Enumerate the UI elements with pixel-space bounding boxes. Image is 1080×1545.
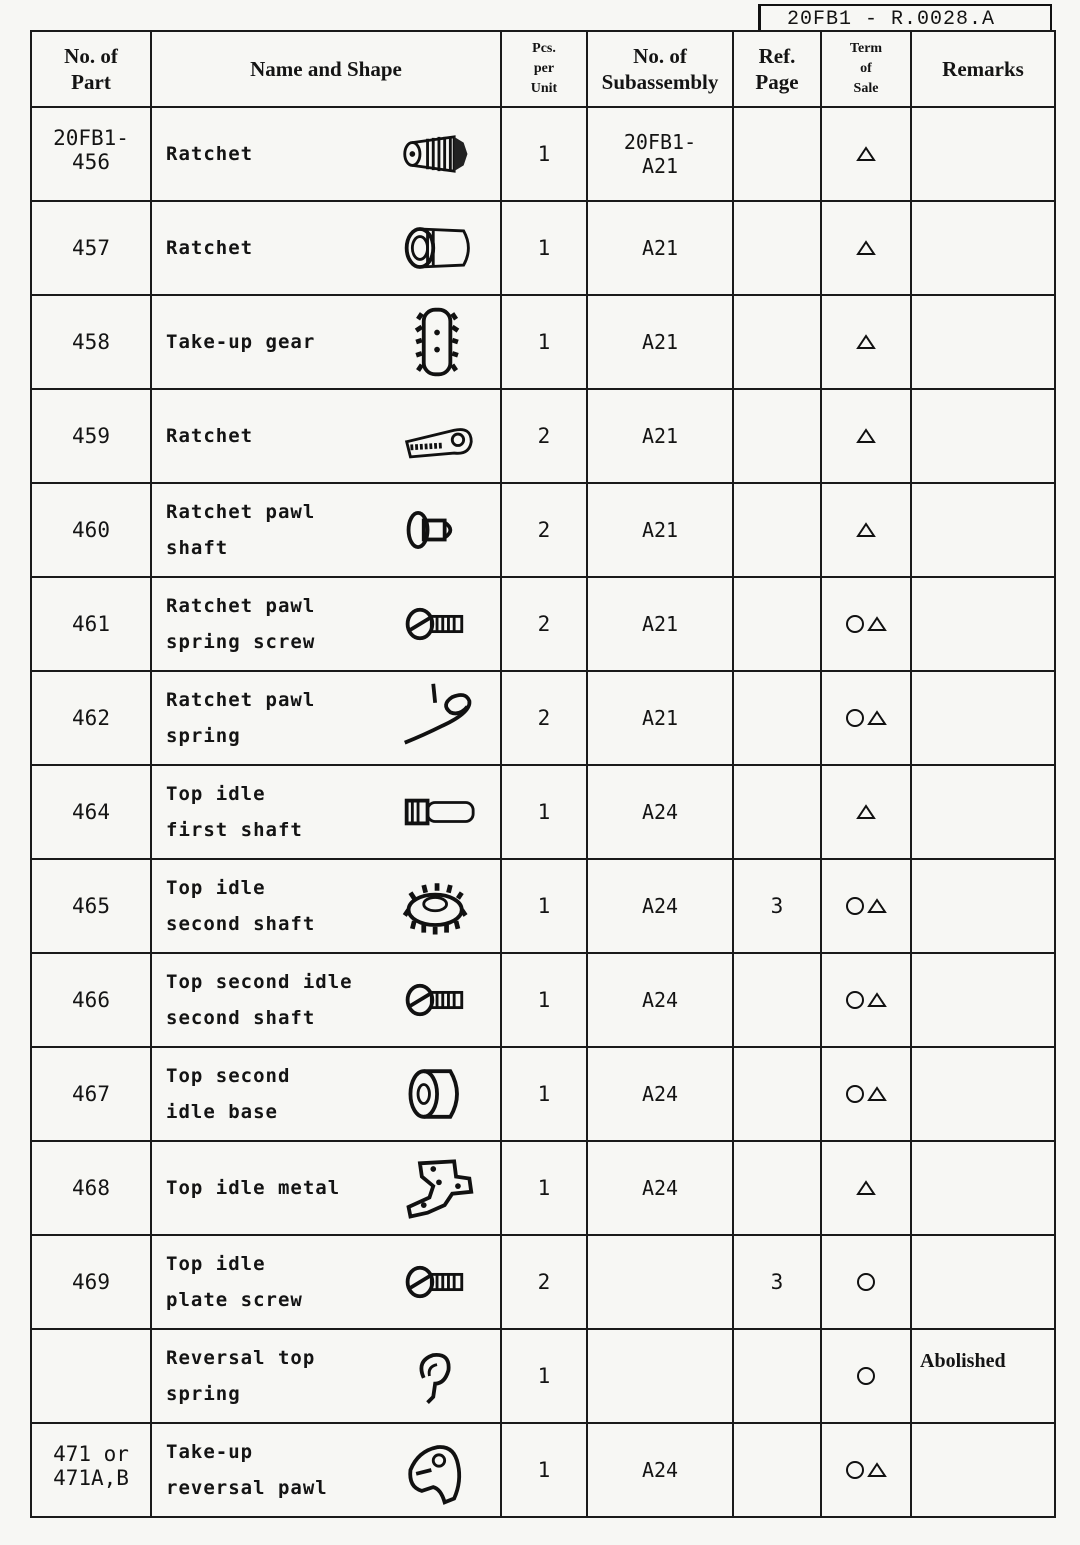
triangle-icon (855, 802, 877, 822)
part-name: Ratchet pawl spring (166, 689, 316, 747)
spring-icon (390, 680, 486, 756)
table-row (31, 1329, 1055, 1423)
subassembly-number: A24 (587, 1423, 733, 1517)
part-name: Top idle first shaft (166, 783, 303, 841)
gear-icon (390, 304, 486, 380)
triangle-icon (855, 1178, 877, 1198)
header-term-of-sale: Term of Sale (821, 31, 911, 107)
header-remarks: Remarks (911, 31, 1055, 107)
pcs-per-unit: 2 (501, 577, 587, 671)
pawl-shaft-icon (390, 492, 486, 568)
part-name-shape (151, 295, 501, 389)
header-pcs-per-unit: Pcs. per Unit (501, 31, 587, 107)
table-row (31, 577, 1055, 671)
pcs-per-unit: 1 (501, 1047, 587, 1141)
pcs-per-unit: 1 (501, 107, 587, 201)
part-name: Top idle second shaft (166, 877, 316, 935)
triangle-icon (855, 144, 877, 164)
remarks (911, 483, 1055, 577)
header-ref-page: Ref. Page (733, 31, 821, 107)
pcs-per-unit: 1 (501, 1141, 587, 1235)
remarks (911, 295, 1055, 389)
pcs-per-unit: 2 (501, 483, 587, 577)
part-name-shape (151, 483, 501, 577)
triangle-icon (866, 1460, 888, 1480)
ref-page (733, 483, 821, 577)
header-part-no: No. of Part (31, 31, 151, 107)
ref-page (733, 953, 821, 1047)
part-name: Ratchet (166, 143, 254, 165)
part-name: Ratchet (166, 237, 254, 259)
ref-page (733, 671, 821, 765)
term-of-sale (821, 107, 911, 201)
part-name-shape (151, 859, 501, 953)
part-number: 459 (31, 389, 151, 483)
header-subassembly: No. of Subassembly (587, 31, 733, 107)
term-of-sale (821, 1235, 911, 1329)
ref-page (733, 389, 821, 483)
part-name: Ratchet pawl spring screw (166, 595, 316, 653)
part-name-shape (151, 1329, 501, 1423)
table-row (31, 1047, 1055, 1141)
part-name-shape (151, 765, 501, 859)
ratchet-worm-icon (390, 116, 486, 192)
term-of-sale (821, 1047, 911, 1141)
triangle-icon (855, 238, 877, 258)
table-row (31, 1141, 1055, 1235)
table-row (31, 107, 1055, 201)
remarks: Abolished (911, 1329, 1055, 1423)
sprocket-icon (390, 868, 486, 944)
ref-page (733, 1329, 821, 1423)
term-of-sale (821, 1141, 911, 1235)
part-number (31, 1329, 151, 1423)
part-number: 461 (31, 577, 151, 671)
triangle-icon (855, 426, 877, 446)
term-of-sale (821, 483, 911, 577)
part-name-shape (151, 953, 501, 1047)
table-row (31, 765, 1055, 859)
shaft-icon (390, 774, 486, 850)
ratchet-lever-icon (390, 398, 486, 474)
triangle-icon (866, 1084, 888, 1104)
subassembly-number (587, 1329, 733, 1423)
table-row (31, 671, 1055, 765)
subassembly-number: A21 (587, 201, 733, 295)
part-name-shape (151, 389, 501, 483)
remarks (911, 671, 1055, 765)
screw-icon (390, 586, 486, 662)
table-row (31, 295, 1055, 389)
circle-icon (844, 707, 866, 729)
subassembly-number: A21 (587, 389, 733, 483)
part-name: Take-up reversal pawl (166, 1441, 328, 1499)
part-name-shape (151, 671, 501, 765)
term-of-sale (821, 577, 911, 671)
subassembly-number: A24 (587, 1047, 733, 1141)
part-name-shape (151, 1141, 501, 1235)
part-name-shape (151, 201, 501, 295)
remarks (911, 577, 1055, 671)
part-name-shape (151, 1423, 501, 1517)
circle-icon (844, 1459, 866, 1481)
parts-table (30, 30, 1056, 1518)
part-number: 464 (31, 765, 151, 859)
triangle-icon (866, 990, 888, 1010)
ref-page (733, 201, 821, 295)
ratchet-drum-icon (390, 210, 486, 286)
table-row (31, 1423, 1055, 1517)
pcs-per-unit: 1 (501, 859, 587, 953)
remarks (911, 765, 1055, 859)
remarks (911, 201, 1055, 295)
remarks (911, 389, 1055, 483)
part-number: 467 (31, 1047, 151, 1141)
pcs-per-unit: 2 (501, 1235, 587, 1329)
bracket-icon (390, 1150, 486, 1226)
pcs-per-unit: 1 (501, 1329, 587, 1423)
part-name-shape (151, 107, 501, 201)
term-of-sale (821, 389, 911, 483)
part-number: 471 or 471A,B (31, 1423, 151, 1517)
subassembly-number: A21 (587, 577, 733, 671)
term-of-sale (821, 201, 911, 295)
term-of-sale (821, 1423, 911, 1517)
header-row (31, 31, 1055, 107)
table-row (31, 483, 1055, 577)
part-number: 458 (31, 295, 151, 389)
part-name-shape (151, 577, 501, 671)
circle-icon (855, 1365, 877, 1387)
ref-page: 3 (733, 859, 821, 953)
part-name: Ratchet (166, 425, 254, 447)
part-number: 466 (31, 953, 151, 1047)
subassembly-number: 20FB1- A21 (587, 107, 733, 201)
table-row (31, 953, 1055, 1047)
hook-spring-icon (390, 1338, 486, 1414)
remarks (911, 1141, 1055, 1235)
triangle-icon (866, 614, 888, 634)
subassembly-number: A24 (587, 953, 733, 1047)
triangle-icon (866, 896, 888, 916)
term-of-sale (821, 765, 911, 859)
term-of-sale (821, 671, 911, 765)
pcs-per-unit: 1 (501, 953, 587, 1047)
ref-page: 3 (733, 1235, 821, 1329)
part-name: Ratchet pawl shaft (166, 501, 316, 559)
ref-page (733, 1047, 821, 1141)
table-row (31, 859, 1055, 953)
pcs-per-unit: 1 (501, 295, 587, 389)
reversal-pawl-icon (390, 1432, 486, 1508)
subassembly-number: A21 (587, 671, 733, 765)
table-row (31, 389, 1055, 483)
circle-icon (855, 1271, 877, 1293)
table-row (31, 1235, 1055, 1329)
subassembly-number: A24 (587, 1141, 733, 1235)
part-number: 465 (31, 859, 151, 953)
part-number: 457 (31, 201, 151, 295)
part-number: 460 (31, 483, 151, 577)
part-name: Top idle plate screw (166, 1253, 303, 1311)
ref-page (733, 1423, 821, 1517)
ref-page (733, 765, 821, 859)
circle-icon (844, 895, 866, 917)
circle-icon (844, 989, 866, 1011)
subassembly-number: A24 (587, 859, 733, 953)
part-name: Top second idle second shaft (166, 971, 353, 1029)
part-name: Take-up gear (166, 331, 316, 353)
table-row (31, 201, 1055, 295)
bushing-icon (390, 1056, 486, 1132)
part-name: Reversal top spring (166, 1347, 316, 1405)
subassembly-number: A21 (587, 295, 733, 389)
pcs-per-unit: 1 (501, 765, 587, 859)
subassembly-number: A24 (587, 765, 733, 859)
ref-page (733, 107, 821, 201)
part-name-shape (151, 1047, 501, 1141)
circle-icon (844, 613, 866, 635)
screw-icon (390, 1244, 486, 1320)
pcs-per-unit: 1 (501, 1423, 587, 1517)
remarks (911, 107, 1055, 201)
circle-icon (844, 1083, 866, 1105)
pcs-per-unit: 2 (501, 389, 587, 483)
ref-page (733, 295, 821, 389)
term-of-sale (821, 295, 911, 389)
screw-icon (390, 962, 486, 1038)
pcs-per-unit: 1 (501, 201, 587, 295)
document-id: 20FB1 - R.0028.A (758, 4, 1052, 32)
triangle-icon (855, 332, 877, 352)
part-number: 20FB1- 456 (31, 107, 151, 201)
ref-page (733, 1141, 821, 1235)
subassembly-number: A21 (587, 483, 733, 577)
remarks (911, 953, 1055, 1047)
pcs-per-unit: 2 (501, 671, 587, 765)
term-of-sale (821, 1329, 911, 1423)
part-name: Top second idle base (166, 1065, 291, 1123)
part-number: 462 (31, 671, 151, 765)
remarks (911, 1047, 1055, 1141)
part-number: 468 (31, 1141, 151, 1235)
triangle-icon (866, 708, 888, 728)
ref-page (733, 577, 821, 671)
triangle-icon (855, 520, 877, 540)
subassembly-number (587, 1235, 733, 1329)
remarks (911, 859, 1055, 953)
term-of-sale (821, 953, 911, 1047)
part-name-shape (151, 1235, 501, 1329)
header-name-shape: Name and Shape (151, 31, 501, 107)
part-number: 469 (31, 1235, 151, 1329)
part-name: Top idle metal (166, 1177, 341, 1199)
term-of-sale (821, 859, 911, 953)
remarks (911, 1235, 1055, 1329)
remarks (911, 1423, 1055, 1517)
